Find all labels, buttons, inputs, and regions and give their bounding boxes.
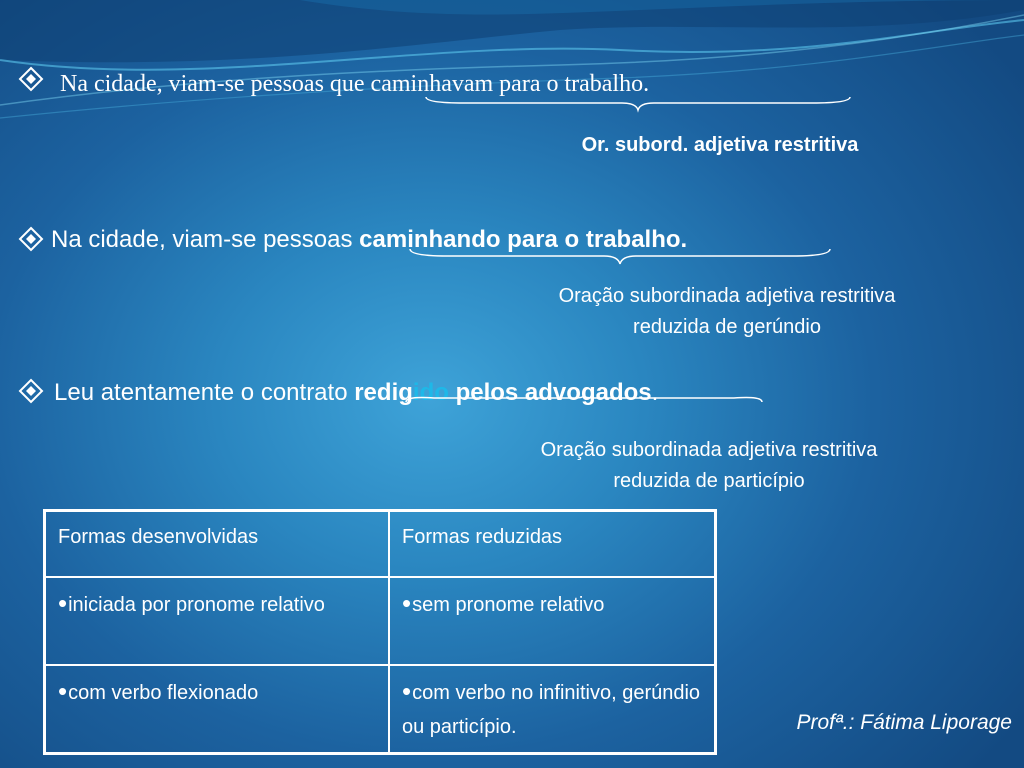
table-cell: •com verbo flexionado [45, 665, 390, 754]
caption-3: Oração subordinada adjetiva restritiva reduzida de particípio [540, 439, 878, 492]
author-credit: Profª.: Fátima Liporage [796, 711, 1012, 734]
sentence-3-end: . [651, 379, 659, 406]
bullet-dot-icon: • [58, 587, 68, 618]
bullet-dot-icon: • [402, 675, 412, 706]
brace-3 [404, 394, 764, 412]
table-cell: •sem pronome relativo [389, 577, 716, 665]
table-row [45, 577, 716, 665]
sentence-2-end: . [680, 226, 688, 253]
table-header-cell: Formas reduzidas [389, 511, 716, 577]
sentence-3-highlight-start: redig [354, 379, 413, 406]
caption-1: Or. subord. adjetiva restritiva [581, 134, 859, 156]
sentence-1 [60, 71, 649, 98]
sentence-3-text: Leu atentamente o contrato [54, 379, 355, 406]
bullet-dot-icon: • [402, 587, 412, 618]
caption-2: Oração subordinada adjetiva restritiva reduzida de gerúndio [558, 285, 896, 338]
sentence-3-suffix-highlight: ido [412, 379, 449, 406]
brace-1 [424, 95, 852, 113]
top-wave-decoration [0, 0, 1024, 140]
sentence-2-text: Na cidade, viam-se pessoas [51, 226, 360, 253]
sentence-3-highlight-end: pelos advogados [448, 379, 652, 406]
diamond-bullet-icon [18, 66, 44, 92]
diamond-bullet-icon [18, 226, 44, 252]
bullet-dot-icon: • [58, 675, 68, 706]
forms-table [43, 509, 717, 755]
table-header-row [45, 511, 716, 577]
diamond-bullet-icon [18, 378, 44, 404]
brace-2 [408, 247, 832, 267]
table-header-cell: Formas desenvolvidas [45, 511, 390, 577]
table-row [45, 665, 716, 754]
sentence-1-text: Na cidade, viam-se pessoas que caminhavam para o trabalho. [60, 71, 650, 97]
table-cell: •iniciada por pronome relativo [45, 577, 390, 665]
sentence-2-highlight: caminhando para o trabalho [359, 226, 681, 253]
table-cell: •com verbo no infinitivo, gerúndio ou particípio. [389, 665, 716, 754]
